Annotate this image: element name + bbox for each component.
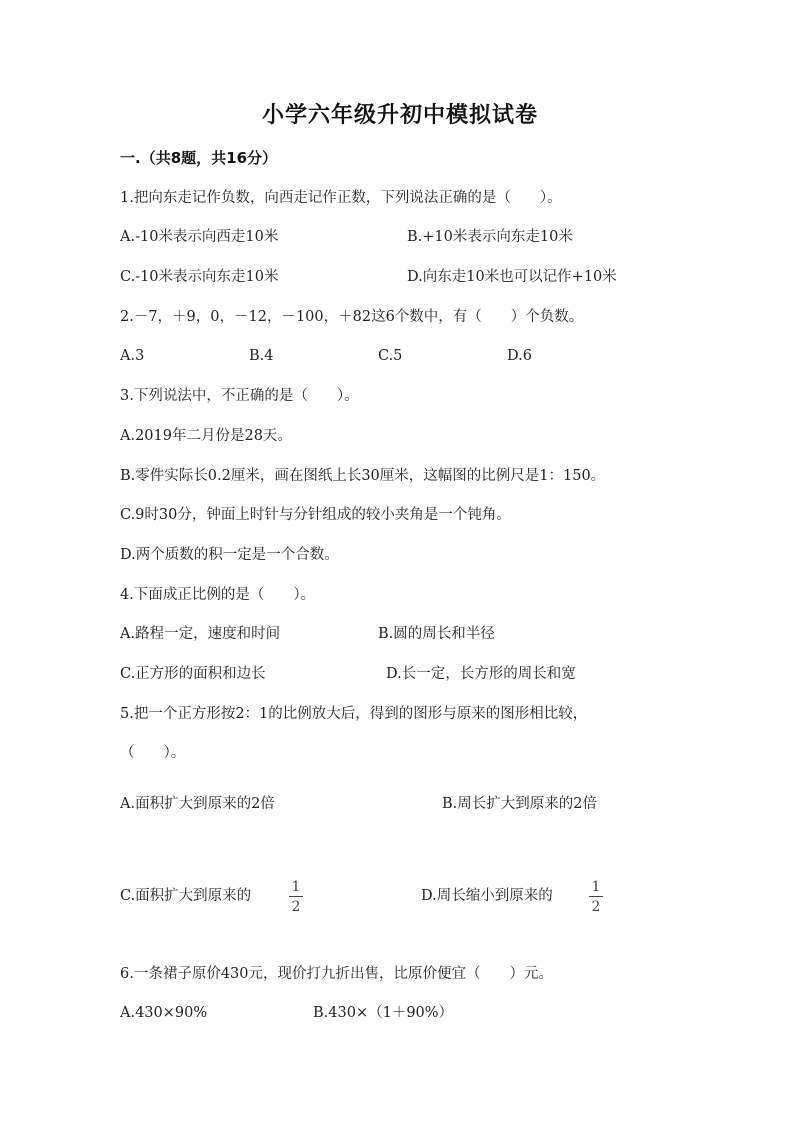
- question-1-option-c[interactable]: C.-10米表示向东走10米: [120, 269, 279, 285]
- fraction-one-half: [589, 880, 603, 914]
- question-1-stem: 1.把向东走记作负数，向西走记作正数，下列说法正确的是（ ）。: [120, 190, 562, 206]
- page-title: 小学六年级升初中模拟试卷: [261, 103, 538, 128]
- question-5-option-c[interactable]: C.面积扩大到原来的: [120, 888, 252, 904]
- question-2-option-d[interactable]: D.6: [507, 348, 532, 364]
- question-4-stem: 4.下面成正比例的是（ ）。: [120, 587, 316, 603]
- question-4-option-d[interactable]: D.长一定，长方形的周长和宽: [386, 666, 576, 682]
- question-3-option-c[interactable]: C.9时30分，钟面上时针与分针组成的较小夹角是一个钝角。: [120, 507, 511, 523]
- question-3-stem: 3.下列说法中，不正确的是（ ）。: [120, 388, 359, 404]
- question-5-option-b[interactable]: B.周长扩大到原来的2倍: [442, 796, 597, 812]
- question-3-option-b[interactable]: B.零件实际长0.2厘米，画在图纸上长30厘米，这幅图的比例尺是1：150。: [120, 468, 606, 484]
- question-4-option-b[interactable]: B.圆的周长和半径: [378, 626, 495, 642]
- question-2-stem: 2.－7，＋9，0，－12，－100，＋82这6个数中，有（ ）个负数。: [120, 309, 584, 325]
- question-2-option-a[interactable]: A.3: [120, 348, 145, 364]
- fraction-denominator: 2: [291, 899, 301, 915]
- question-3-option-a[interactable]: A.2019年二月份是28天。: [120, 428, 292, 444]
- question-2-option-c[interactable]: C.5: [378, 348, 403, 364]
- fraction-bar: [289, 896, 303, 897]
- fraction-one-half: [289, 880, 303, 914]
- question-4-option-a[interactable]: A.路程一定，速度和时间: [120, 626, 281, 642]
- section-header: 一.（共8题，共16分）: [120, 149, 278, 167]
- question-5-option-d[interactable]: D.周长缩小到原来的: [421, 888, 553, 904]
- fraction-denominator: 2: [591, 899, 601, 915]
- question-1-option-d[interactable]: D.向东走10米也可以记作+10米: [407, 269, 617, 285]
- question-1-option-a[interactable]: A.-10米表示向西走10米: [120, 229, 279, 245]
- question-3-option-d[interactable]: D.两个质数的积一定是一个合数。: [120, 547, 339, 563]
- question-6-stem: 6.一条裙子原价430元，现价打九折出售，比原价便宜（ ）元。: [120, 966, 554, 982]
- question-6-option-b[interactable]: B.430×（1＋90%）: [313, 1005, 454, 1021]
- question-6-option-a[interactable]: A.430×90%: [120, 1005, 208, 1021]
- question-5-stem-continued: （ ）。: [120, 745, 186, 761]
- question-4-option-c[interactable]: C.正方形的面积和边长: [120, 666, 266, 682]
- fraction-numerator: 1: [291, 879, 301, 895]
- fraction-bar: [589, 896, 603, 897]
- fraction-numerator: 1: [591, 879, 601, 895]
- question-5-option-a[interactable]: A.面积扩大到原来的2倍: [120, 796, 275, 812]
- question-2-option-b[interactable]: B.4: [249, 348, 274, 364]
- question-5-stem: 5.把一个正方形按2：1的比例放大后，得到的图形与原来的图形相比较，: [120, 706, 588, 722]
- question-1-option-b[interactable]: B.+10米表示向东走10米: [407, 229, 573, 245]
